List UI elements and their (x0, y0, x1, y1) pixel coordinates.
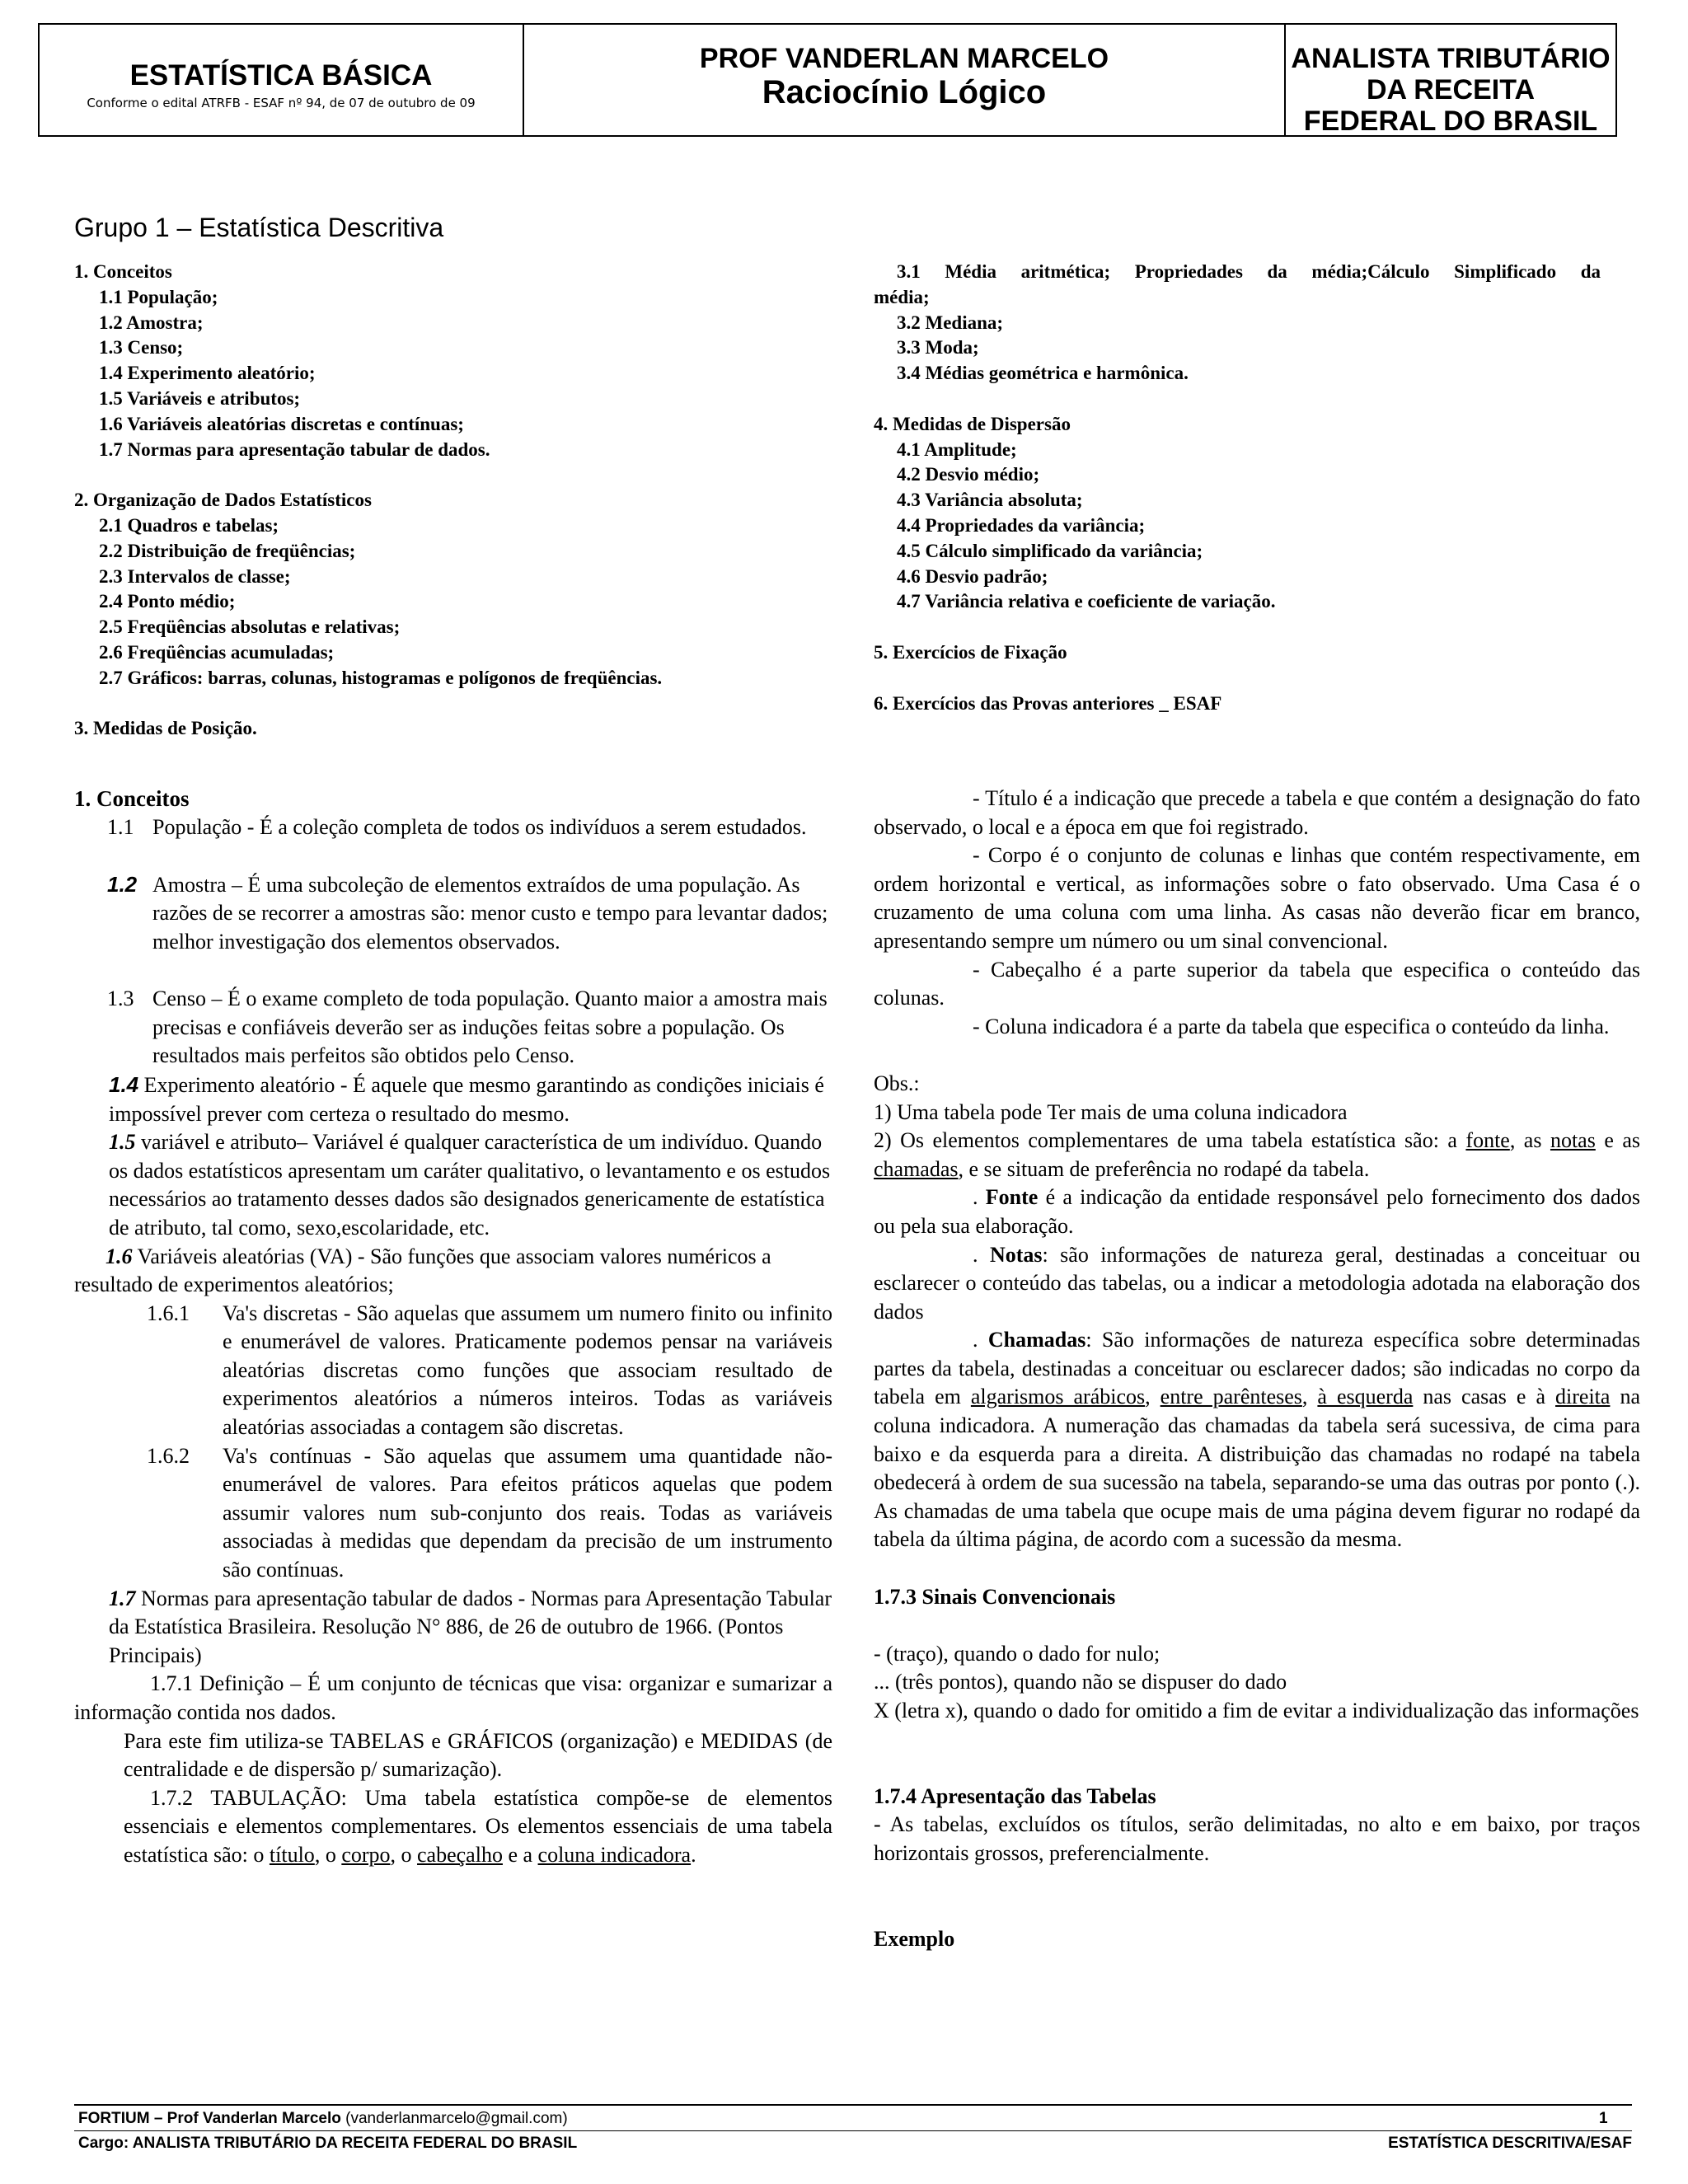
section-1-3 (74, 985, 832, 1071)
tables-paragraph: - As tabelas, excluídos os títulos, serão delimitadas, no alto e em baixo, por traços horizontais grossos, preferencialmente. (874, 1812, 1640, 1865)
footer-rule-top (74, 2104, 1632, 2106)
spacer (874, 1726, 1640, 1755)
header-right-box (1286, 23, 1617, 137)
sign-item: - (traço), quando o dado for nulo; (874, 1641, 1160, 1666)
section-text: População - É a coleção completa de todos os indivíduos a serem estudados. (152, 814, 807, 839)
section-number: 1.2 (107, 871, 138, 897)
right-column (874, 785, 1640, 1953)
footer-email: (vanderlanmarcelo@gmail.com) (340, 2110, 568, 2127)
example-label: Exemplo (874, 1926, 955, 1951)
spacer (874, 1868, 1640, 1897)
section-1-1 (74, 813, 832, 842)
section-text: Censo – É o exame completo de toda população. Quanto maior a amostra mais precisas e confiáveis deverão ser as induções feitas sobre a população. Os resultados mais perfeitos são obtidos pelo Censo. (152, 987, 828, 1068)
outline-heading: 1. Conceitos (74, 261, 172, 282)
section-text: 1.7.1 Definição – É um conjunto de técnicas que visa: organizar e sumarizar a informação contida nos dados. (74, 1671, 832, 1724)
text: 2) Os elementos complementares de uma tabela estatística são: a (874, 1128, 1466, 1153)
text: , (1145, 1385, 1160, 1409)
outline-item: 2.2 Distribuição de freqüências; (99, 540, 356, 561)
text: : São informações de natureza específica sobre determinadas partes da tabela, destinadas a conceituar ou esclarecer dados; são indicadas no corpo da tabela em (874, 1328, 1641, 1409)
sign-item: X (letra x), quando o dado for omitido a fim de evitar a individualização das informações (874, 1699, 1639, 1722)
outline-item: 1.6 Variáveis aleatórias discretas e contínuas; (99, 413, 464, 434)
outline-item: 2.5 Freqüências absolutas e relativas; (99, 616, 401, 638)
section-1-4 (74, 1071, 832, 1128)
fonte-label: Fonte (985, 1185, 1039, 1210)
spacer (74, 841, 832, 870)
outline-item-continuation: média; (874, 286, 930, 307)
obs-item-2 (874, 1127, 1640, 1183)
outline-heading: 6. Exercícios das Provas anteriores _ ESAF (874, 692, 1222, 714)
section-1-5 (74, 1128, 832, 1242)
separator: e a (502, 1842, 538, 1867)
coluna-paragraph: - Coluna indicadora é a parte da tabela que especifica o conteúdo da linha. (973, 1014, 1610, 1038)
outline-item: 4.3 Variância absoluta; (897, 490, 1083, 511)
section-1-6-1 (74, 1300, 832, 1442)
titulo-paragraph: - Título é a indicação que precede a tabela e que contém a designação do fato observado, o local e a época em que foi registrado. (874, 786, 1640, 839)
outline-item: 3.1 Média aritmética; Propriedades da média;Cálculo Simplificado da (897, 261, 1601, 282)
spacer (874, 1896, 1640, 1925)
term-parenteses: entre parênteses (1160, 1385, 1302, 1409)
term-notas: notas (1550, 1128, 1596, 1153)
outline-spacer (874, 666, 1601, 691)
section-number: 1.5 (109, 1130, 136, 1155)
outline-item: 2.4 Ponto médio; (99, 591, 236, 612)
section-number: 1.6.1 (147, 1301, 190, 1325)
spacer (74, 957, 832, 986)
outline-left (74, 260, 865, 742)
term-chamadas: chamadas (874, 1156, 959, 1181)
exam-title-line2: DA RECEITA (1367, 74, 1535, 105)
obs-label: Obs.: (874, 1071, 920, 1095)
outline-item: 4.5 Cálculo simplificado da variância; (897, 540, 1203, 561)
outline-right (874, 260, 1601, 716)
outline-spacer (74, 462, 865, 488)
outline-item: 1.5 Variáveis e atributos; (99, 387, 301, 409)
outline-spacer (874, 615, 1601, 640)
outline-item: 3.3 Moda; (897, 337, 979, 359)
outline-spacer (74, 691, 865, 717)
outline-heading: 4. Medidas de Dispersão (874, 413, 1071, 434)
section-1-6-2 (74, 1442, 832, 1585)
header-left-box (38, 23, 524, 137)
left-column (74, 785, 832, 1870)
text: nas casas e à (1413, 1385, 1556, 1409)
spacer (874, 1554, 1640, 1583)
notas-label: Notas (989, 1242, 1043, 1267)
outline-item: 1.3 Censo; (99, 337, 184, 359)
term-cabecalho: cabeçalho (417, 1842, 503, 1867)
outline-item: 1.1 População; (99, 286, 218, 307)
bullet-dot: . (973, 1328, 988, 1352)
section-number: 1.6.2 (147, 1443, 190, 1468)
outline-heading: 5. Exercícios de Fixação (874, 641, 1067, 663)
section-text: 1.7.2 TABULAÇÃO: Uma tabela estatística compõe-se de elementos essenciais e elementos complementares. Os elementos essenciais de uma tabela estatística são: o (124, 1785, 832, 1867)
footer-section: ESTATÍSTICA DESCRITIVA/ESAF (1388, 2135, 1632, 2152)
period: . (691, 1842, 696, 1867)
text: e as (1595, 1128, 1640, 1153)
exam-title-line3: FEDERAL DO BRASIL (1303, 105, 1598, 137)
term-corpo: corpo (341, 1842, 391, 1867)
fonte-paragraph (874, 1183, 1640, 1240)
exam-title-line1: ANALISTA TRIBUTÁRIO (1291, 43, 1611, 74)
professor-name: PROF VANDERLAN MARCELO (699, 43, 1109, 74)
footer-rule-bottom (74, 2130, 1632, 2131)
heading-1-7-4: 1.7.4 Apresentação das Tabelas (874, 1783, 1156, 1808)
section-text: Experimento aleatório - É aquele que mesmo garantindo as condições iniciais é impossível prever com certeza o resultado do mesmo. (109, 1072, 824, 1126)
text: , e se situam de preferência no rodapé da tabela. (958, 1156, 1370, 1181)
section-text: Variáveis aleatórias (VA) - São funções que associam valores numéricos a resultado de experimentos aleatórios; (74, 1244, 771, 1297)
outline-item: 2.3 Intervalos de classe; (99, 565, 291, 587)
footer-author (78, 2110, 568, 2128)
section-heading: 1. Conceitos (74, 786, 190, 811)
chamadas-label: Chamadas (987, 1328, 1086, 1352)
spacer (874, 1754, 1640, 1783)
footer-position: Cargo: ANALISTA TRIBUTÁRIO DA RECEITA FEDERAL DO BRASIL (78, 2135, 578, 2152)
sign-item: ... (três pontos), quando não se dispuser do dado (874, 1670, 1287, 1694)
page-number: 1 (1599, 2110, 1608, 2127)
section-1-7-1 (74, 1670, 832, 1727)
section-1-7-1-p2 (74, 1727, 832, 1784)
outline-spacer (874, 387, 1601, 412)
section-number: 1.6 (106, 1244, 133, 1268)
section-number: 1.7 (109, 1586, 136, 1610)
term-titulo: título (269, 1842, 315, 1867)
subject-title: Raciocínio Lógico (762, 74, 1047, 110)
section-text: Va's contínuas - São aquelas que assumem uma quantidade não-enumerável de valores. Para efeitos práticos aquelas que podem assumir valores num sub-conjunto dos reais. Todas as variáveis associadas à medidas que dependam da precisão de um instrumento são contínuas. (223, 1443, 832, 1582)
section-1-7-2 (74, 1784, 832, 1870)
chamadas-paragraph (874, 1326, 1640, 1554)
spacer (874, 1611, 1640, 1640)
text: na coluna indicadora. A numeração das chamadas da tabela será sucessiva, de cima para baixo e da esquerda para a direita. A distribuição das chamadas no rodapé na tabela obedecerá à ordem de sua sucessão na tabela, separando-se uma das outras por ponto (.). As chamadas de uma tabela que ocupe mais de uma página devem figurar no rodapé da tabela da última página, de acordo com a sucessão da mesma. (874, 1385, 1641, 1552)
outline-item: 1.4 Experimento aleatório; (99, 363, 316, 384)
notas-paragraph (874, 1241, 1640, 1327)
outline-item: 4.7 Variância relativa e coeficiente de variação. (897, 591, 1276, 612)
text: , (1301, 1385, 1318, 1409)
outline-item: 4.6 Desvio padrão; (897, 565, 1048, 587)
text: é a indicação da entidade responsável pelo fornecimento dos dados ou pela sua elaboração. (874, 1185, 1641, 1238)
section-1-7 (74, 1585, 832, 1671)
text: : são informações de natureza geral, destinadas a conceituar ou esclarecer o conteúdo das tabelas, ou a indicar a metodologia adotada na elaboração dos dados (874, 1242, 1641, 1324)
cabecalho-paragraph: - Cabeçalho é a parte superior da tabela que especifica o conteúdo das colunas. (874, 957, 1640, 1010)
term-algarismos: algarismos arábicos (970, 1385, 1146, 1409)
bullet-dot: . (973, 1185, 986, 1210)
section-number: 1.1 (107, 814, 134, 839)
separator: , o (314, 1842, 342, 1867)
outline-item: 2.1 Quadros e tabelas; (99, 514, 279, 536)
section-text: Para este fim utiliza-se TABELAS e GRÁFICOS (organização) e MEDIDAS (de centralidade e de dispersão p/ sumarização). (124, 1728, 832, 1782)
course-title: ESTATÍSTICA BÁSICA (129, 59, 433, 91)
outline-item: 3.2 Mediana; (897, 312, 1004, 333)
exam-title (1286, 43, 1615, 137)
section-1-2 (74, 870, 832, 957)
obs-item-1: 1) Uma tabela pode Ter mais de uma coluna indicadora (874, 1099, 1348, 1124)
outline-item: 1.2 Amostra; (99, 312, 204, 333)
section-text: Va's discretas - São aquelas que assumem um numero finito ou infinito e enumerável de valores. Praticamente podemos pensar na variáveis aleatórias discretas como funções que associam resultado de experimentos aleatórios a números inteiros. Todas as variáveis aleatórias associadas a contagem são discretas. (223, 1301, 832, 1440)
section-number: 1.3 (107, 987, 134, 1011)
heading-1-7-3: 1.7.3 Sinais Convencionais (874, 1584, 1116, 1609)
outline-item: 1.7 Normas para apresentação tabular de dados. (99, 438, 490, 460)
outline-item: 4.4 Propriedades da variância; (897, 514, 1146, 536)
outline-heading: 2. Organização de Dados Estatísticos (74, 490, 372, 511)
bullet-dot: . (973, 1242, 990, 1267)
spacer (874, 1041, 1640, 1070)
group-title: Grupo 1 – Estatística Descritiva (74, 213, 444, 242)
separator: , o (390, 1842, 418, 1867)
outline-item: 2.6 Freqüências acumuladas; (99, 641, 335, 663)
section-number: 1.4 (109, 1071, 139, 1097)
outline-item: 4.1 Amplitude; (897, 438, 1017, 460)
header-center-box (524, 23, 1286, 137)
term-fonte: fonte (1465, 1128, 1510, 1153)
term-coluna-indicadora: coluna indicadora (537, 1842, 692, 1867)
corpo-paragraph: - Corpo é o conjunto de colunas e linhas que contém respectivamente, em ordem horizontal e vertical, as informações sobre o fato observado. Uma Casa é o cruzamento de uma coluna com uma linha. As casas não deverão ficar em branco, apresentando sempre um número ou um sinal convencional. (874, 843, 1640, 953)
section-1-6 (74, 1243, 832, 1300)
footer-author-name: FORTIUM – Prof Vanderlan Marcelo (78, 2110, 341, 2127)
outline-item: 3.4 Médias geométrica e harmônica. (897, 363, 1189, 384)
outline-item: 2.7 Gráficos: barras, colunas, histogramas e polígonos de freqüências. (99, 667, 663, 688)
term-direita: direita (1555, 1385, 1611, 1409)
course-subtitle: Conforme o edital ATRFB - ESAF nº 94, de 07 de outubro de 09 (87, 96, 476, 110)
outline-item: 4.2 Desvio médio; (897, 464, 1040, 485)
section-text: variável e atributo– Variável é qualquer característica de um indivíduo. Quando os dados estatísticos apresentam um caráter qualitativo, o levantamento e os estudos necessários ao tratamento desses dados são designados genericamente de estatística de atributo, tal como, sexo,escolaridade, etc. (109, 1130, 831, 1240)
outline-heading: 3. Medidas de Posição. (74, 718, 257, 739)
section-text: Normas para apresentação tabular de dados - Normas para Apresentação Tabular da Estatística Brasileira. Resolução N° 886, de 26 de outubro de 1966. (Pontos Principais) (109, 1586, 832, 1667)
term-esquerda: à esquerda (1317, 1385, 1414, 1409)
text: , as (1509, 1128, 1550, 1153)
section-text: Amostra – É uma subcoleção de elementos extraídos de uma população. As razões de se recorrer a amostras são: menor custo e tempo para levantar dados; melhor investigação dos elementos observados. (152, 872, 828, 954)
